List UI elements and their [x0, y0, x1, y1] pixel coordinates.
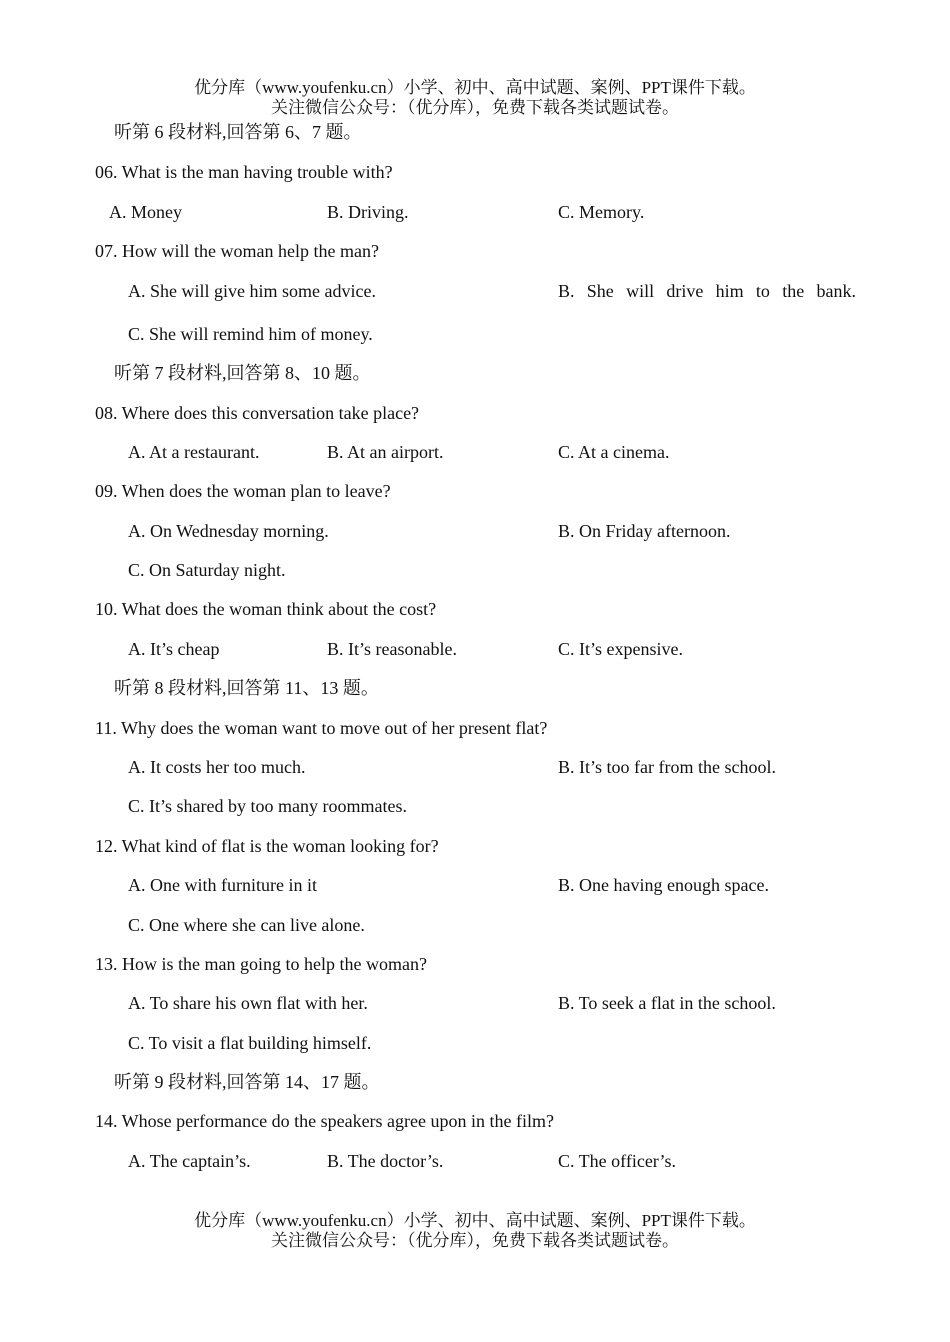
question-10: 10. What does the woman think about the cost?: [95, 599, 437, 619]
option-13-a: A. To share his own flat with her.: [128, 993, 368, 1013]
option-11-b: B. It’s too far from the school.: [558, 757, 776, 777]
section-heading: 听第 9 段材料,回答第 14、17 题。: [114, 1072, 380, 1092]
option-06-c: C. Memory.: [558, 202, 645, 222]
section-heading: 听第 8 段材料,回答第 11、13 题。: [114, 678, 379, 698]
section-heading: 听第 6 段材料,回答第 6、7 题。: [114, 122, 362, 142]
option-12-a: A. One with furniture in it: [128, 875, 317, 895]
option-12-c: C. One where she can live alone.: [128, 915, 365, 935]
option-08-c: C. At a cinema.: [558, 442, 670, 462]
option-08-a: A. At a restaurant.: [128, 442, 260, 462]
option-06-b: B. Driving.: [327, 202, 409, 222]
footer-line-1: 优分库（www.youfenku.cn）小学、初中、高中试题、案例、PPT课件下载。: [194, 1211, 756, 1230]
page-footer: [0, 1211, 950, 1251]
question-09: 09. When does the woman plan to leave?: [95, 481, 391, 501]
question-07: 07. How will the woman help the man?: [95, 241, 379, 261]
section-heading: 听第 7 段材料,回答第 8、10 题。: [114, 363, 371, 383]
question-06: 06. What is the man having trouble with?: [95, 162, 393, 182]
option-07-b: B. She will drive him to the bank.: [558, 281, 856, 301]
option-14-a: A. The captain’s.: [128, 1151, 251, 1171]
question-11: 11. Why does the woman want to move out of her present flat?: [95, 718, 548, 738]
question-12: 12. What kind of flat is the woman looking for?: [95, 836, 439, 856]
option-13-c: C. To visit a flat building himself.: [128, 1033, 372, 1053]
option-13-b: B. To seek a flat in the school.: [558, 993, 776, 1013]
page-header: [0, 78, 950, 118]
footer-line-2: 关注微信公众号：（优分库），免费下载各类试题试卷。: [271, 1231, 679, 1250]
option-07-c: C. She will remind him of money.: [128, 324, 373, 344]
option-10-a: A. It’s cheap: [128, 639, 220, 659]
option-08-b: B. At an airport.: [327, 442, 444, 462]
option-12-b: B. One having enough space.: [558, 875, 769, 895]
option-10-b: B. It’s reasonable.: [327, 639, 457, 659]
question-13: 13. How is the man going to help the woman?: [95, 954, 427, 974]
option-07-a: A. She will give him some advice.: [128, 281, 376, 301]
option-14-b: B. The doctor’s.: [327, 1151, 444, 1171]
option-10-c: C. It’s expensive.: [558, 639, 683, 659]
option-06-a: A. Money: [109, 202, 182, 222]
question-08: 08. Where does this conversation take place?: [95, 403, 420, 423]
option-09-b: B. On Friday afternoon.: [558, 521, 731, 541]
option-11-a: A. It costs her too much.: [128, 757, 306, 777]
header-line-2: 关注微信公众号：（优分库），免费下载各类试题试卷。: [271, 98, 679, 117]
header-line-1: 优分库（www.youfenku.cn）小学、初中、高中试题、案例、PPT课件下载。: [194, 78, 756, 97]
option-09-c: C. On Saturday night.: [128, 560, 286, 580]
option-09-a: A. On Wednesday morning.: [128, 521, 329, 541]
option-11-c: C. It’s shared by too many roommates.: [128, 796, 407, 816]
option-14-c: C. The officer’s.: [558, 1151, 676, 1171]
question-14: 14. Whose performance do the speakers agree upon in the film?: [95, 1111, 554, 1131]
